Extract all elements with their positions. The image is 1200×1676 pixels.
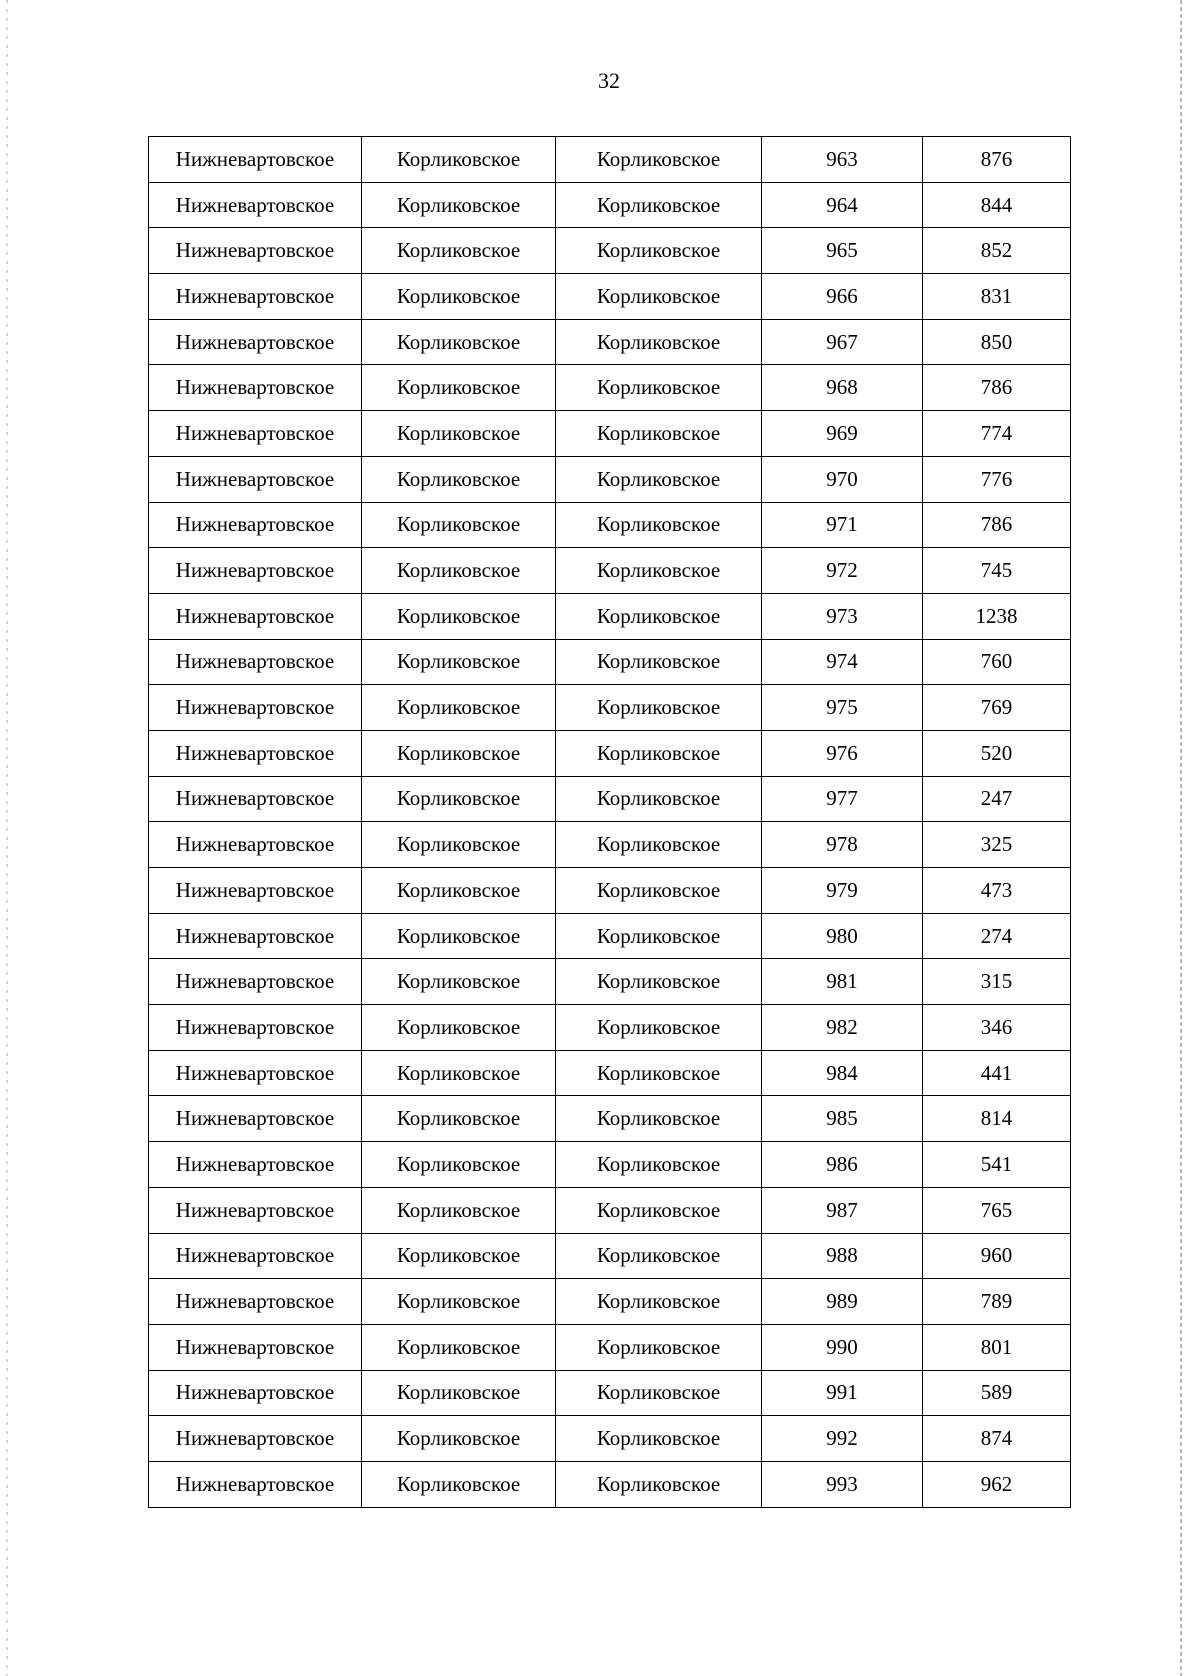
scan-edge-right (1180, 0, 1182, 1676)
field-cell: Корликовское (362, 1279, 556, 1325)
area-cell: Корликовское (556, 822, 762, 868)
field-cell: Корликовское (362, 228, 556, 274)
area-cell: Корликовское (556, 1461, 762, 1507)
region-cell: Нижневартовское (149, 639, 362, 685)
value-cell: 874 (923, 1416, 1071, 1462)
field-cell: Корликовское (362, 1096, 556, 1142)
area-cell: Корликовское (556, 1096, 762, 1142)
region-cell: Нижневартовское (149, 319, 362, 365)
well-number-cell: 973 (762, 593, 923, 639)
area-cell: Корликовское (556, 1324, 762, 1370)
field-cell: Корликовское (362, 456, 556, 502)
value-cell: 789 (923, 1279, 1071, 1325)
well-number-cell: 980 (762, 913, 923, 959)
table-row (149, 1324, 1071, 1370)
well-number-cell: 975 (762, 685, 923, 731)
table-body (149, 137, 1071, 1508)
table-row (149, 1187, 1071, 1233)
field-cell: Корликовское (362, 685, 556, 731)
region-cell: Нижневартовское (149, 1005, 362, 1051)
region-cell: Нижневартовское (149, 411, 362, 457)
well-number-cell: 974 (762, 639, 923, 685)
value-cell: 776 (923, 456, 1071, 502)
field-cell: Корликовское (362, 1416, 556, 1462)
field-cell: Корликовское (362, 1050, 556, 1096)
value-cell: 346 (923, 1005, 1071, 1051)
region-cell: Нижневартовское (149, 182, 362, 228)
value-cell: 520 (923, 730, 1071, 776)
field-cell: Корликовское (362, 137, 556, 183)
table-row (149, 868, 1071, 914)
area-cell: Корликовское (556, 548, 762, 594)
table-row (149, 548, 1071, 594)
area-cell: Корликовское (556, 1279, 762, 1325)
region-cell: Нижневартовское (149, 822, 362, 868)
well-number-cell: 987 (762, 1187, 923, 1233)
area-cell: Корликовское (556, 959, 762, 1005)
field-cell: Корликовское (362, 1187, 556, 1233)
value-cell: 786 (923, 365, 1071, 411)
area-cell: Корликовское (556, 685, 762, 731)
field-cell: Корликовское (362, 1324, 556, 1370)
table-row (149, 1370, 1071, 1416)
data-table (148, 136, 1071, 1508)
well-number-cell: 990 (762, 1324, 923, 1370)
region-cell: Нижневартовское (149, 1461, 362, 1507)
value-cell: 745 (923, 548, 1071, 594)
table-row (149, 182, 1071, 228)
table-row (149, 411, 1071, 457)
well-number-cell: 976 (762, 730, 923, 776)
field-cell: Корликовское (362, 913, 556, 959)
value-cell: 760 (923, 639, 1071, 685)
value-cell: 786 (923, 502, 1071, 548)
well-number-cell: 970 (762, 456, 923, 502)
table-row (149, 1005, 1071, 1051)
table-row (149, 913, 1071, 959)
region-cell: Нижневартовское (149, 1096, 362, 1142)
area-cell: Корликовское (556, 913, 762, 959)
area-cell: Корликовское (556, 274, 762, 320)
table-row (149, 639, 1071, 685)
region-cell: Нижневартовское (149, 365, 362, 411)
table-row (149, 319, 1071, 365)
field-cell: Корликовское (362, 1461, 556, 1507)
value-cell: 1238 (923, 593, 1071, 639)
area-cell: Корликовское (556, 228, 762, 274)
well-number-cell: 968 (762, 365, 923, 411)
region-cell: Нижневартовское (149, 228, 362, 274)
value-cell: 774 (923, 411, 1071, 457)
field-cell: Корликовское (362, 868, 556, 914)
well-number-cell: 963 (762, 137, 923, 183)
field-cell: Корликовское (362, 1142, 556, 1188)
region-cell: Нижневартовское (149, 1050, 362, 1096)
table-row (149, 1461, 1071, 1507)
table-row (149, 685, 1071, 731)
area-cell: Корликовское (556, 1233, 762, 1279)
well-number-cell: 967 (762, 319, 923, 365)
table-row (149, 1233, 1071, 1279)
table-row (149, 593, 1071, 639)
field-cell: Корликовское (362, 1233, 556, 1279)
table-row (149, 730, 1071, 776)
value-cell: 247 (923, 776, 1071, 822)
table-row (149, 365, 1071, 411)
area-cell: Корликовское (556, 1370, 762, 1416)
value-cell: 541 (923, 1142, 1071, 1188)
region-cell: Нижневартовское (149, 913, 362, 959)
value-cell: 850 (923, 319, 1071, 365)
region-cell: Нижневартовское (149, 730, 362, 776)
field-cell: Корликовское (362, 365, 556, 411)
field-cell: Корликовское (362, 822, 556, 868)
region-cell: Нижневартовское (149, 1416, 362, 1462)
well-number-cell: 982 (762, 1005, 923, 1051)
value-cell: 844 (923, 182, 1071, 228)
field-cell: Корликовское (362, 776, 556, 822)
table-row (149, 1142, 1071, 1188)
field-cell: Корликовское (362, 411, 556, 457)
value-cell: 441 (923, 1050, 1071, 1096)
value-cell: 962 (923, 1461, 1071, 1507)
region-cell: Нижневартовское (149, 502, 362, 548)
table-row (149, 456, 1071, 502)
well-number-cell: 985 (762, 1096, 923, 1142)
region-cell: Нижневартовское (149, 1187, 362, 1233)
well-number-cell: 989 (762, 1279, 923, 1325)
value-cell: 831 (923, 274, 1071, 320)
well-number-cell: 984 (762, 1050, 923, 1096)
field-cell: Корликовское (362, 730, 556, 776)
value-cell: 274 (923, 913, 1071, 959)
scan-edge-left (6, 0, 8, 1676)
area-cell: Корликовское (556, 639, 762, 685)
table-row (149, 502, 1071, 548)
field-cell: Корликовское (362, 548, 556, 594)
well-number-cell: 979 (762, 868, 923, 914)
value-cell: 315 (923, 959, 1071, 1005)
region-cell: Нижневартовское (149, 1142, 362, 1188)
region-cell: Нижневартовское (149, 1279, 362, 1325)
area-cell: Корликовское (556, 137, 762, 183)
value-cell: 801 (923, 1324, 1071, 1370)
well-number-cell: 977 (762, 776, 923, 822)
area-cell: Корликовское (556, 182, 762, 228)
field-cell: Корликовское (362, 639, 556, 685)
table-row (149, 274, 1071, 320)
well-number-cell: 966 (762, 274, 923, 320)
area-cell: Корликовское (556, 456, 762, 502)
table-row (149, 1416, 1071, 1462)
page-number: 32 (598, 68, 620, 93)
region-cell: Нижневартовское (149, 776, 362, 822)
value-cell: 325 (923, 822, 1071, 868)
region-cell: Нижневартовское (149, 593, 362, 639)
well-number-cell: 978 (762, 822, 923, 868)
value-cell: 589 (923, 1370, 1071, 1416)
region-cell: Нижневартовское (149, 868, 362, 914)
well-number-cell: 992 (762, 1416, 923, 1462)
area-cell: Корликовское (556, 1005, 762, 1051)
table-row (149, 1279, 1071, 1325)
well-number-cell: 965 (762, 228, 923, 274)
area-cell: Корликовское (556, 411, 762, 457)
region-cell: Нижневартовское (149, 1324, 362, 1370)
well-number-cell: 986 (762, 1142, 923, 1188)
table-row (149, 959, 1071, 1005)
area-cell: Корликовское (556, 319, 762, 365)
value-cell: 765 (923, 1187, 1071, 1233)
well-number-cell: 964 (762, 182, 923, 228)
table-row (149, 137, 1071, 183)
area-cell: Корликовское (556, 593, 762, 639)
field-cell: Корликовское (362, 182, 556, 228)
value-cell: 852 (923, 228, 1071, 274)
value-cell: 876 (923, 137, 1071, 183)
well-number-cell: 991 (762, 1370, 923, 1416)
area-cell: Корликовское (556, 730, 762, 776)
well-number-cell: 981 (762, 959, 923, 1005)
table-row (149, 1050, 1071, 1096)
region-cell: Нижневартовское (149, 1370, 362, 1416)
well-number-cell: 969 (762, 411, 923, 457)
field-cell: Корликовское (362, 1005, 556, 1051)
field-cell: Корликовское (362, 593, 556, 639)
table-row (149, 228, 1071, 274)
region-cell: Нижневартовское (149, 456, 362, 502)
area-cell: Корликовское (556, 776, 762, 822)
table-row (149, 1096, 1071, 1142)
region-cell: Нижневартовское (149, 274, 362, 320)
area-cell: Корликовское (556, 1050, 762, 1096)
area-cell: Корликовское (556, 365, 762, 411)
value-cell: 769 (923, 685, 1071, 731)
value-cell: 814 (923, 1096, 1071, 1142)
region-cell: Нижневартовское (149, 548, 362, 594)
table-row (149, 822, 1071, 868)
area-cell: Корликовское (556, 1142, 762, 1188)
well-number-cell: 972 (762, 548, 923, 594)
field-cell: Корликовское (362, 274, 556, 320)
field-cell: Корликовское (362, 959, 556, 1005)
area-cell: Корликовское (556, 502, 762, 548)
area-cell: Корликовское (556, 1187, 762, 1233)
field-cell: Корликовское (362, 1370, 556, 1416)
field-cell: Корликовское (362, 319, 556, 365)
region-cell: Нижневартовское (149, 685, 362, 731)
well-number-cell: 988 (762, 1233, 923, 1279)
region-cell: Нижневартовское (149, 959, 362, 1005)
area-cell: Корликовское (556, 1416, 762, 1462)
area-cell: Корликовское (556, 868, 762, 914)
value-cell: 473 (923, 868, 1071, 914)
region-cell: Нижневартовское (149, 137, 362, 183)
table-row (149, 776, 1071, 822)
well-number-cell: 971 (762, 502, 923, 548)
field-cell: Корликовское (362, 502, 556, 548)
region-cell: Нижневартовское (149, 1233, 362, 1279)
value-cell: 960 (923, 1233, 1071, 1279)
well-number-cell: 993 (762, 1461, 923, 1507)
